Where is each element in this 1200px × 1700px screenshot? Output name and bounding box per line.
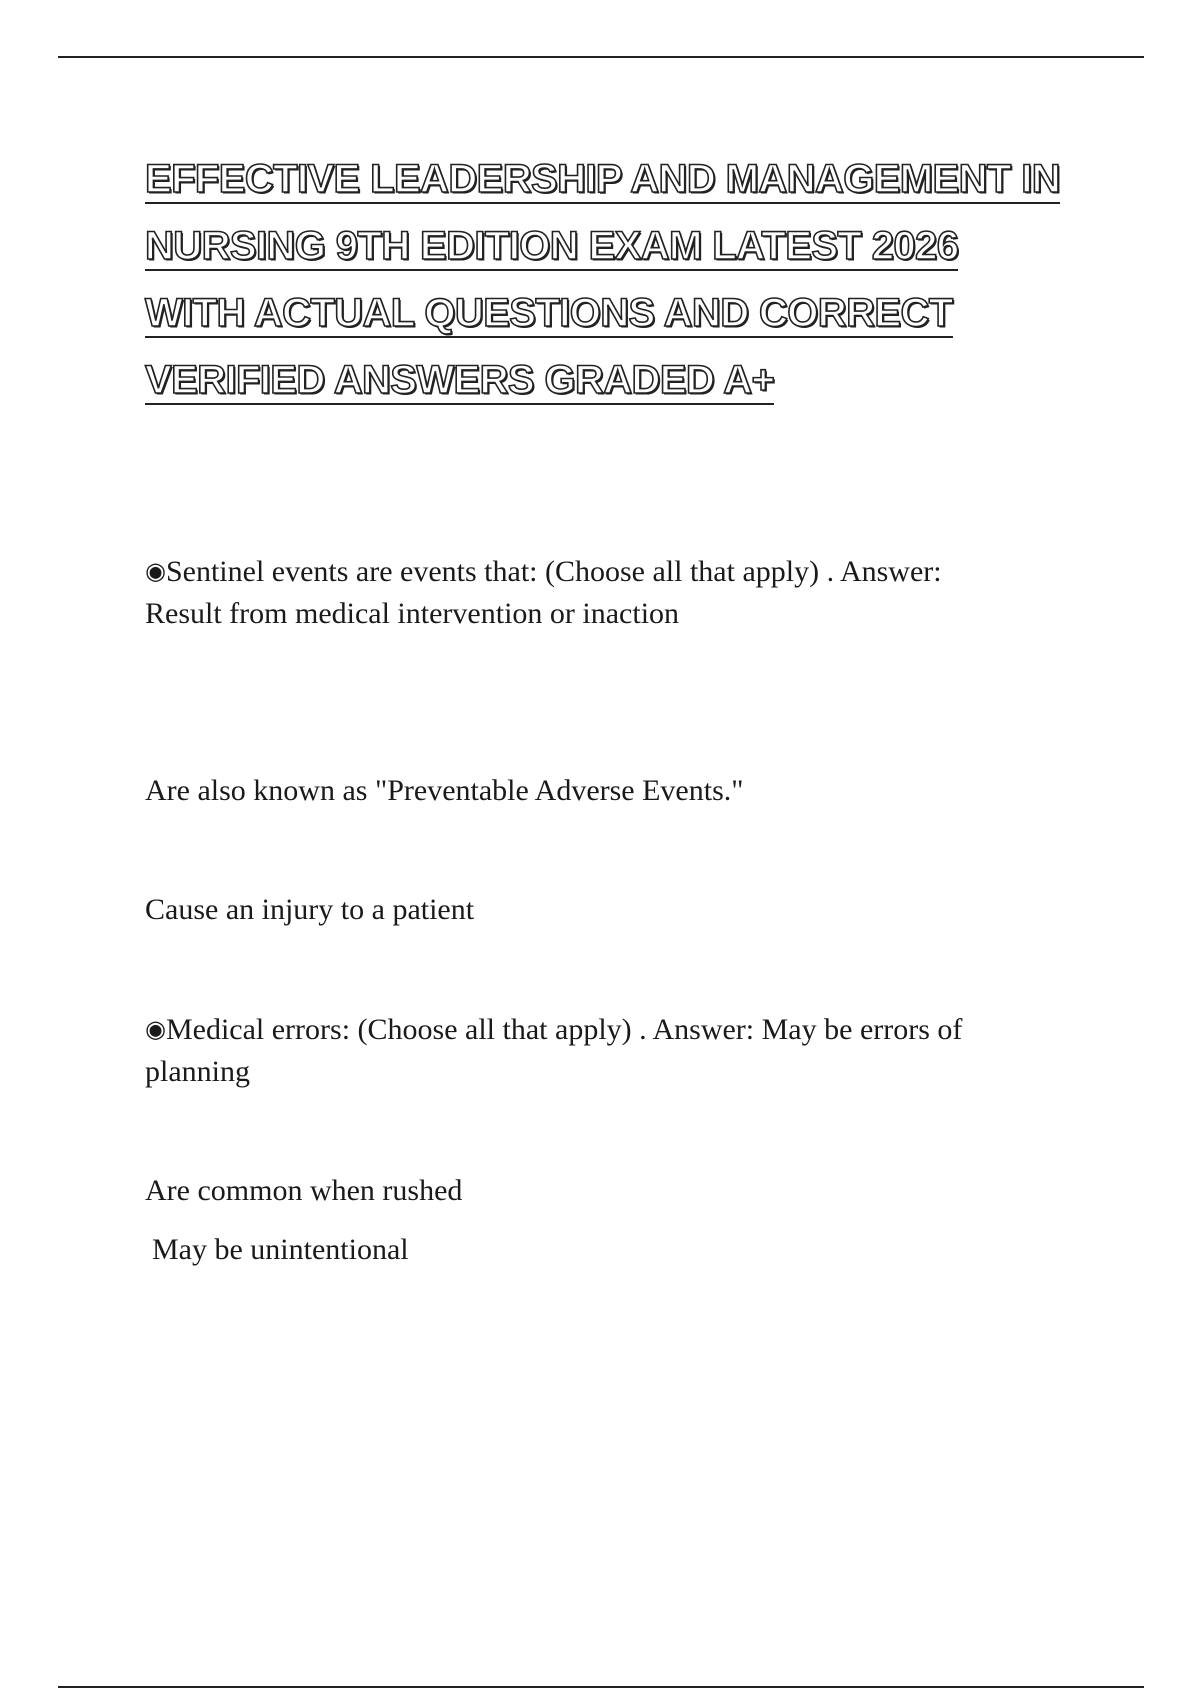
radio-bullet-icon: ◉ [145,1015,166,1043]
question-1 [145,550,1025,635]
question-2-answer-2: Are common when rushed [145,1174,463,1207]
question-1-text: Sentinel events are events that: (Choose all that apply) . Answer: Result from medical intervention or inaction [145,555,942,630]
title-line: NURSING 9TH EDITION EXAM LATEST 2026 [145,224,958,271]
title-line: VERIFIED ANSWERS GRADED A+ [145,358,774,405]
radio-bullet-icon: ◉ [145,557,166,585]
bottom-rule [58,1686,1144,1688]
document-title [145,146,1085,414]
title-line: WITH ACTUAL QUESTIONS AND CORRECT [145,291,953,338]
question-2 [145,1008,1045,1093]
question-1-answer-3: Cause an injury to a patient [145,893,475,926]
question-2-text: Medical errors: (Choose all that apply) . Answer: May be errors of planning [145,1013,963,1088]
question-1-answer-2: Are also known as "Preventable Adverse Events." [145,774,744,807]
top-rule [58,56,1144,58]
title-line: EFFECTIVE LEADERSHIP AND MANAGEMENT IN [145,157,1060,204]
question-2-answer-3: May be unintentional [152,1233,409,1266]
